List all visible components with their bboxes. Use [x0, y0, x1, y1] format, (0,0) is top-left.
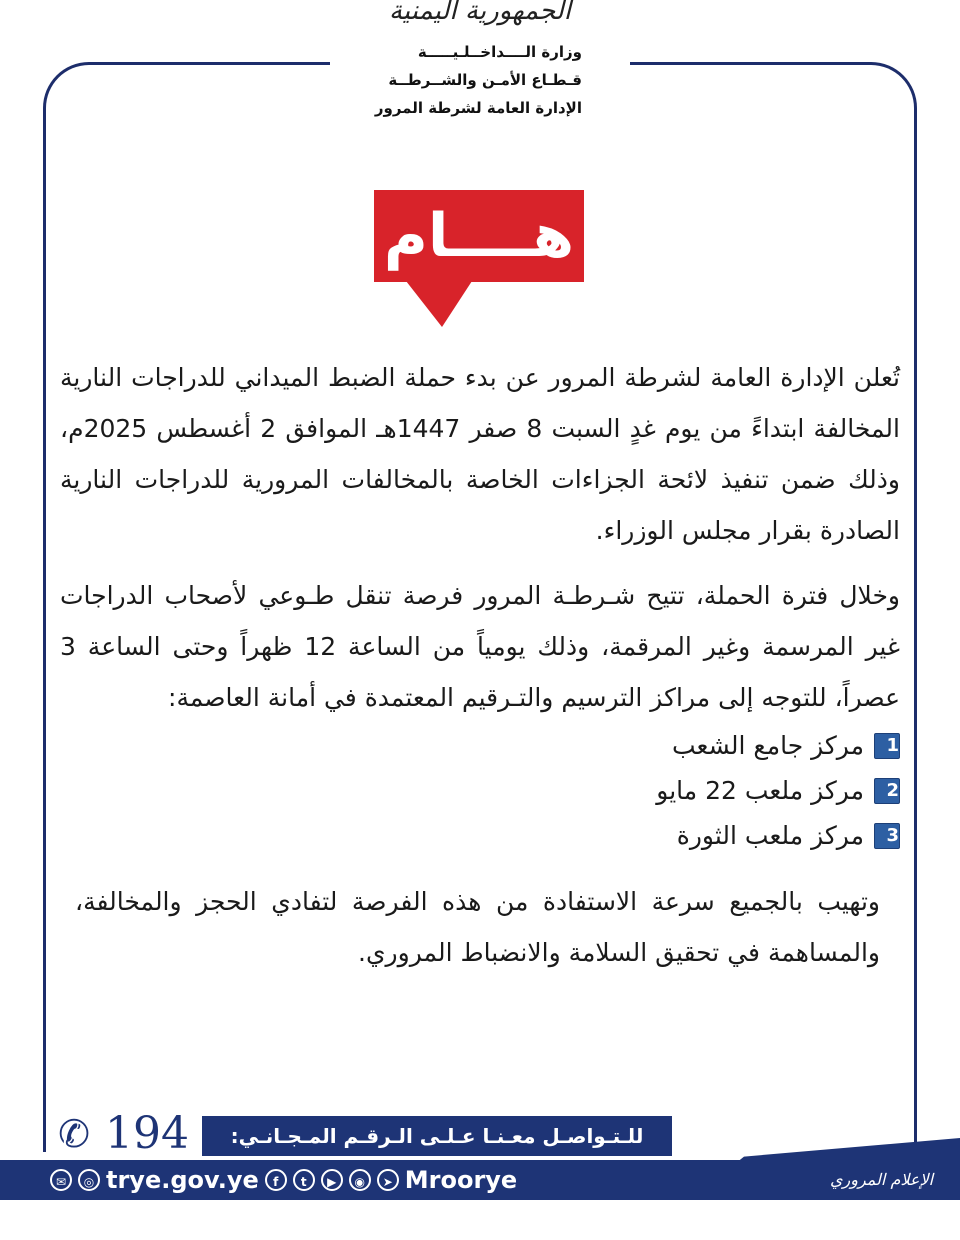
list-item — [60, 768, 900, 813]
website-link[interactable]: trye.gov.ye — [106, 1166, 259, 1194]
centers-list — [60, 723, 900, 858]
number-badge: 2 — [874, 778, 900, 804]
center-name: مركز ملعب 22 مايو — [656, 776, 864, 805]
number-badge: 1 — [874, 733, 900, 759]
telegram-icon[interactable]: ➤ — [377, 1169, 399, 1191]
list-item — [60, 813, 900, 858]
youtube-icon[interactable]: ▶ — [321, 1169, 343, 1191]
facebook-icon[interactable]: f — [265, 1169, 287, 1191]
ministry-line: قـطـاع الأمـن والشــرطــة — [388, 71, 582, 89]
footer-links — [50, 1160, 517, 1200]
twitter-icon[interactable]: t — [293, 1169, 315, 1191]
republic-emblem-text: الجمهورية اليمنية — [388, 0, 572, 26]
center-name: مركز ملعب الثورة — [676, 821, 864, 850]
social-handle[interactable]: Mroorye — [404, 1166, 518, 1194]
important-badge: هــــام — [374, 190, 584, 282]
contact-label: للـتـواصـل معـنـا عـلـى الـرقـم المـجـانـي: — [202, 1116, 672, 1156]
paragraph-campaign: وخلال فترة الحملة، تتيح شـرطـة المرور فرصة تنقل طـوعي لأصحاب الدراجات غير المرسمة وغير المرقمة، وذلك يومياً من الساعة 12 ظهراً وحتى الساعة 3 عصراً، للتوجه إلى مراكز الترسيم والتـرقيم المعتمدة في أمانة العاصمة: — [60, 581, 900, 712]
badge-tail — [406, 281, 472, 327]
ministry-header — [372, 38, 582, 122]
paragraph-announcement: تُعلن الإدارة العامة لشرطة المرور عن بدء حملة الضبط الميداني للدراجات النارية المخالفة ابتداءً من يوم غدٍ السبت 8 صفر 1447هـ الموافق 2 أغسطس 2025م، وذلك ضمن تنفيذ لائحة الجزاءات الخاصة بالمخالفات المرورية للدراجات النارية الصادرة بقرار مجلس الوزراء. — [60, 363, 900, 545]
globe-icon[interactable]: ◎ — [78, 1169, 100, 1191]
phone-icon: ✆ — [58, 1112, 90, 1156]
center-name: مركز جامع الشعب — [671, 731, 864, 760]
number-badge: 3 — [874, 823, 900, 849]
instagram-icon[interactable]: ◉ — [349, 1169, 371, 1191]
paragraph-appeal: وتهيب بالجميع سرعة الاستفادة من هذه الفرصة لتفادي الحجز والمخالفة، والمساهمة في تحقيق السلامة والانضباط المروري. — [75, 887, 880, 967]
email-icon[interactable]: ✉ — [50, 1169, 72, 1191]
hotline-number[interactable]: 194 — [105, 1108, 189, 1159]
announcement-body — [60, 352, 900, 978]
list-item — [60, 723, 900, 768]
footer-bar — [0, 1160, 960, 1229]
ministry-line: الإدارة العامة لشرطة المرور — [374, 99, 582, 117]
footer-brand: الإعلام المروري اليمني — [830, 1170, 934, 1229]
ministry-line: وزارة الــــداخــلـيـــــة — [417, 43, 582, 61]
